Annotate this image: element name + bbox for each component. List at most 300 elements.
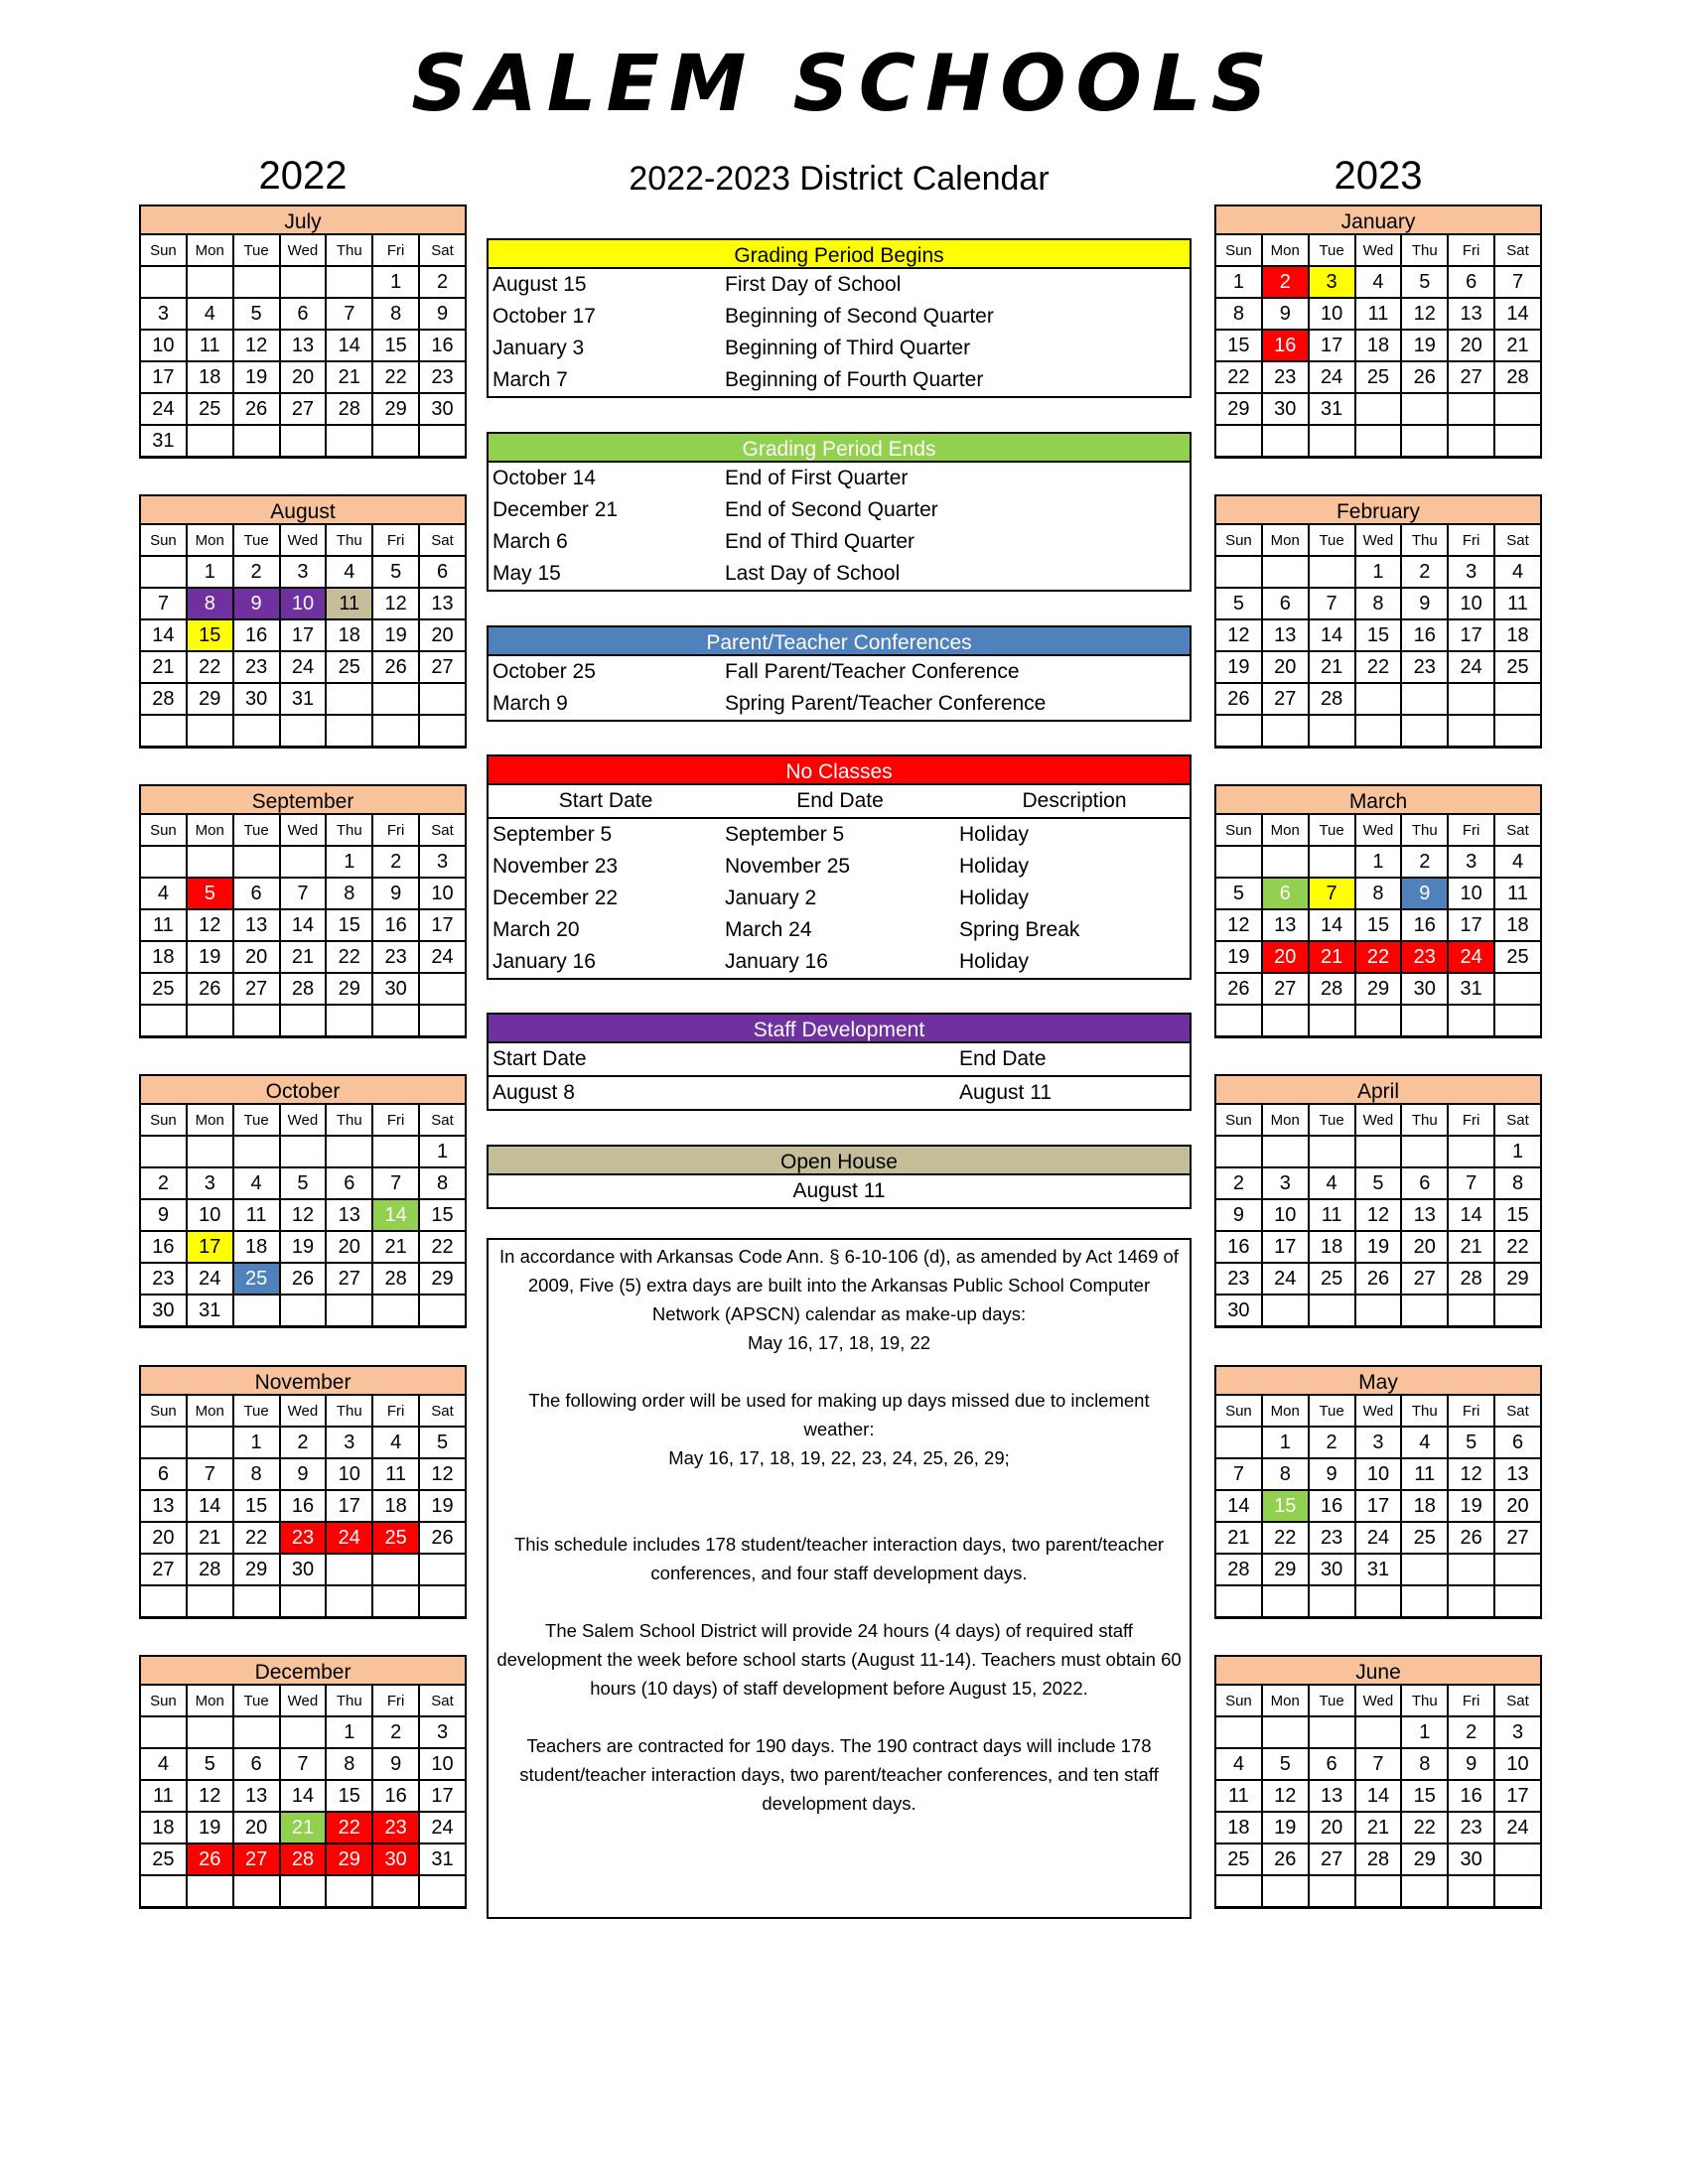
weekday-label: Tue <box>233 525 280 556</box>
month-name: August <box>139 494 467 525</box>
weekday-label: Mon <box>187 525 233 556</box>
notes-box <box>487 1238 1192 1919</box>
week-row <box>140 425 466 458</box>
week-row <box>140 1748 466 1780</box>
day-cell: 10 <box>1494 1748 1541 1780</box>
day-cell: 12 <box>1355 1199 1402 1231</box>
day-cell <box>1401 393 1448 425</box>
makeup-days-list: May 16, 17, 18, 19, 22 <box>747 1332 931 1353</box>
weekday-header-row <box>1215 815 1541 846</box>
day-cell: 23 <box>280 1522 327 1554</box>
day-cell: 22 <box>1262 1522 1309 1554</box>
day-cell: 1 <box>1401 1716 1448 1748</box>
weekday-label: Fri <box>372 1105 419 1136</box>
conferences-list <box>487 656 1192 722</box>
day-cell <box>1215 1585 1262 1618</box>
day-cell <box>326 715 372 748</box>
day-cell: 31 <box>1448 973 1494 1005</box>
day-cell: 11 <box>1494 588 1541 619</box>
month-grid <box>139 1105 467 1328</box>
day-cell: 31 <box>1309 393 1355 425</box>
day-cell: 6 <box>326 1167 372 1199</box>
week-row <box>1215 1490 1541 1522</box>
day-cell: 7 <box>1215 1458 1262 1490</box>
grading-begin-date: March 7 <box>492 368 568 391</box>
day-cell <box>140 846 187 878</box>
month-june <box>1214 1655 1542 1909</box>
week-row <box>140 588 466 619</box>
week-row <box>140 973 466 1005</box>
year-2023-label: 2023 <box>1334 154 1423 198</box>
weekday-label: Tue <box>233 1105 280 1136</box>
day-cell: 6 <box>1262 588 1309 619</box>
day-cell <box>280 1136 327 1167</box>
month-january <box>1214 205 1542 459</box>
day-cell <box>1355 1875 1402 1908</box>
month-name: June <box>1214 1655 1542 1686</box>
day-cell: 22 <box>1355 941 1402 973</box>
day-cell <box>1215 1427 1262 1458</box>
day-cell: 19 <box>187 1812 233 1843</box>
conference-date: October 25 <box>492 660 596 683</box>
list-item <box>489 494 1190 526</box>
contract-days-note: Teachers are contracted for 190 days. The 190 contract days will include 178 student/teacher interaction days, two parent/teacher conferences, and ten staff development days. <box>519 1735 1159 1814</box>
day-cell: 3 <box>1355 1427 1402 1458</box>
day-cell: 18 <box>372 1490 419 1522</box>
weekday-label: Sat <box>419 1396 466 1427</box>
day-cell <box>1262 1005 1309 1037</box>
makeup-days-text: In accordance with Arkansas Code Ann. § 6-10-106 (d), as amended by Act 1469 of 2009, Five (5) extra days are built into the Arkansas Public School Computer Network (APSCN) calendar as make-up days: <box>499 1246 1179 1324</box>
week-row <box>140 1843 466 1875</box>
list-item <box>489 301 1190 333</box>
day-cell: 17 <box>1448 619 1494 651</box>
day-cell: 15 <box>233 1490 280 1522</box>
day-cell: 17 <box>419 909 466 941</box>
conferences-header: Parent/Teacher Conferences <box>487 625 1192 656</box>
day-cell: 28 <box>1355 1843 1402 1875</box>
grading-end-desc: Last Day of School <box>725 562 901 585</box>
day-cell: 9 <box>140 1199 187 1231</box>
open-house-header: Open House <box>487 1145 1192 1175</box>
list-item <box>489 333 1190 364</box>
day-cell: 8 <box>233 1458 280 1490</box>
day-cell: 12 <box>1215 909 1262 941</box>
day-cell: 24 <box>419 941 466 973</box>
month-grid <box>1214 815 1542 1038</box>
weekday-label: Sat <box>1494 1396 1541 1427</box>
day-cell <box>326 1554 372 1585</box>
day-cell: 8 <box>1215 298 1262 330</box>
day-cell: 15 <box>372 330 419 361</box>
day-cell: 6 <box>280 298 327 330</box>
day-cell <box>1494 1585 1541 1618</box>
day-cell <box>1309 846 1355 878</box>
day-cell: 24 <box>140 393 187 425</box>
no-class-start: March 20 <box>492 918 580 941</box>
weekday-label: Tue <box>233 815 280 846</box>
day-cell: 10 <box>1355 1458 1402 1490</box>
day-cell <box>1494 393 1541 425</box>
day-cell: 26 <box>372 651 419 683</box>
day-cell <box>1401 1585 1448 1618</box>
day-cell <box>1401 1554 1448 1585</box>
day-cell: 22 <box>326 1812 372 1843</box>
day-cell <box>419 425 466 458</box>
day-cell: 10 <box>280 588 327 619</box>
week-row <box>140 1554 466 1585</box>
day-cell: 29 <box>233 1554 280 1585</box>
day-cell: 14 <box>1309 619 1355 651</box>
day-cell: 21 <box>1448 1231 1494 1263</box>
day-cell: 5 <box>1448 1427 1494 1458</box>
weekday-label: Mon <box>1262 1686 1309 1716</box>
day-cell: 12 <box>1448 1458 1494 1490</box>
weekday-header-row <box>140 235 466 266</box>
day-cell: 13 <box>1262 909 1309 941</box>
day-cell: 12 <box>187 1780 233 1812</box>
open-house-section <box>487 1145 1192 1209</box>
table-row <box>489 819 1190 851</box>
day-cell <box>233 1005 280 1037</box>
day-cell: 11 <box>1355 298 1402 330</box>
table-row <box>489 851 1190 883</box>
grading-begin-date: January 3 <box>492 337 585 359</box>
day-cell: 18 <box>1355 330 1402 361</box>
day-cell: 25 <box>233 1263 280 1295</box>
day-cell <box>187 425 233 458</box>
conference-date: March 9 <box>492 692 568 715</box>
day-cell: 19 <box>1448 1490 1494 1522</box>
week-row <box>1215 1427 1541 1458</box>
day-cell: 8 <box>1401 1748 1448 1780</box>
day-cell <box>1215 425 1262 458</box>
weekday-label: Thu <box>326 525 372 556</box>
day-cell: 18 <box>187 361 233 393</box>
day-cell: 2 <box>1448 1716 1494 1748</box>
day-cell: 28 <box>326 393 372 425</box>
column-header-description: Description <box>1022 789 1127 812</box>
day-cell: 7 <box>1355 1748 1402 1780</box>
day-cell <box>1262 425 1309 458</box>
weekday-label: Wed <box>280 235 327 266</box>
weekday-label: Fri <box>372 815 419 846</box>
day-cell: 16 <box>280 1490 327 1522</box>
month-november <box>139 1365 467 1619</box>
weekday-header-row <box>140 1105 466 1136</box>
day-cell: 6 <box>1448 266 1494 298</box>
day-cell: 15 <box>1401 1780 1448 1812</box>
day-cell <box>372 715 419 748</box>
day-cell: 2 <box>1215 1167 1262 1199</box>
staff-dev-end: August 11 <box>959 1081 1053 1104</box>
staff-development-note: The Salem School District will provide 24 hours (4 days) of required staff development the week before school starts (August 11-14). Teachers must obtain 60 hours (10 days) of staff development before August 15, 2022. <box>496 1620 1182 1699</box>
day-cell: 2 <box>1309 1427 1355 1458</box>
day-cell: 8 <box>1262 1458 1309 1490</box>
grading-begins-section <box>487 238 1192 398</box>
day-cell: 30 <box>372 973 419 1005</box>
day-cell: 16 <box>1309 1490 1355 1522</box>
week-row <box>1215 1748 1541 1780</box>
day-cell: 12 <box>233 330 280 361</box>
day-cell: 26 <box>233 393 280 425</box>
day-cell: 25 <box>1355 361 1402 393</box>
day-cell <box>1262 1295 1309 1327</box>
day-cell: 5 <box>280 1167 327 1199</box>
day-cell <box>419 1295 466 1327</box>
day-cell: 15 <box>1215 330 1262 361</box>
week-row <box>140 1295 466 1327</box>
week-row <box>140 266 466 298</box>
grading-end-date: May 15 <box>492 562 561 585</box>
day-cell: 7 <box>1494 266 1541 298</box>
no-classes-column-headers <box>489 785 1190 819</box>
day-cell: 11 <box>140 909 187 941</box>
weekday-label: Thu <box>1401 1686 1448 1716</box>
day-cell: 19 <box>187 941 233 973</box>
weekday-label: Fri <box>1448 1396 1494 1427</box>
day-cell <box>1448 425 1494 458</box>
month-august <box>139 494 467 749</box>
day-cell <box>419 1005 466 1037</box>
page-title: 2022-2023 District Calendar <box>629 160 1050 198</box>
weekday-label: Wed <box>1355 235 1402 266</box>
day-cell: 14 <box>1494 298 1541 330</box>
table-row <box>489 883 1190 914</box>
day-cell: 18 <box>140 941 187 973</box>
month-name: December <box>139 1655 467 1686</box>
day-cell: 14 <box>326 330 372 361</box>
day-cell: 9 <box>1448 1748 1494 1780</box>
day-cell <box>1448 715 1494 748</box>
month-july <box>139 205 467 459</box>
day-cell: 28 <box>1309 683 1355 715</box>
day-cell <box>1494 425 1541 458</box>
day-cell: 10 <box>419 1748 466 1780</box>
day-cell: 8 <box>326 878 372 909</box>
day-cell: 23 <box>419 361 466 393</box>
day-cell <box>1448 1005 1494 1037</box>
day-cell: 7 <box>326 298 372 330</box>
weekday-label: Thu <box>326 1105 372 1136</box>
weekday-label: Mon <box>1262 1396 1309 1427</box>
day-cell <box>233 846 280 878</box>
week-row <box>140 1716 466 1748</box>
day-cell: 29 <box>1262 1554 1309 1585</box>
day-cell: 21 <box>1355 1812 1402 1843</box>
day-cell <box>326 1585 372 1618</box>
day-cell: 25 <box>140 1843 187 1875</box>
day-cell: 1 <box>1355 556 1402 588</box>
list-item <box>489 364 1190 396</box>
weekday-label: Thu <box>1401 525 1448 556</box>
day-cell: 18 <box>1494 619 1541 651</box>
day-cell: 17 <box>1494 1780 1541 1812</box>
day-cell: 6 <box>419 556 466 588</box>
week-row <box>1215 909 1541 941</box>
day-cell: 19 <box>372 619 419 651</box>
week-row <box>1215 973 1541 1005</box>
no-class-desc: Holiday <box>959 823 1030 846</box>
day-cell: 19 <box>419 1490 466 1522</box>
day-cell <box>326 1005 372 1037</box>
day-cell: 13 <box>1494 1458 1541 1490</box>
day-cell <box>280 1005 327 1037</box>
day-cell: 3 <box>1309 266 1355 298</box>
day-cell <box>1262 1716 1309 1748</box>
weekday-header-row <box>140 1686 466 1716</box>
day-cell <box>419 973 466 1005</box>
day-cell: 1 <box>1494 1136 1541 1167</box>
grading-begin-desc: Beginning of Third Quarter <box>725 337 971 359</box>
week-row <box>1215 1295 1541 1327</box>
day-cell: 10 <box>1448 878 1494 909</box>
week-row <box>1215 1585 1541 1618</box>
day-cell: 13 <box>233 1780 280 1812</box>
day-cell: 18 <box>233 1231 280 1263</box>
day-cell <box>1262 715 1309 748</box>
day-cell: 22 <box>1401 1812 1448 1843</box>
day-cell: 18 <box>1494 909 1541 941</box>
no-classes-header: No Classes <box>487 754 1192 785</box>
day-cell <box>1401 683 1448 715</box>
weekday-label: Sat <box>419 235 466 266</box>
week-row <box>1215 1780 1541 1812</box>
day-cell: 10 <box>419 878 466 909</box>
weekday-label: Fri <box>1448 1105 1494 1136</box>
month-name: September <box>139 784 467 815</box>
month-grid <box>139 815 467 1038</box>
month-september <box>139 784 467 1038</box>
list-item <box>489 688 1190 720</box>
day-cell <box>1215 1005 1262 1037</box>
day-cell <box>419 715 466 748</box>
day-cell: 11 <box>140 1780 187 1812</box>
no-class-start: September 5 <box>492 823 613 846</box>
day-cell: 24 <box>1494 1812 1541 1843</box>
day-cell: 27 <box>1309 1843 1355 1875</box>
weekday-label: Thu <box>326 1396 372 1427</box>
day-cell: 5 <box>1262 1748 1309 1780</box>
day-cell: 21 <box>140 651 187 683</box>
day-cell: 19 <box>1401 330 1448 361</box>
day-cell: 3 <box>187 1167 233 1199</box>
day-cell: 2 <box>140 1167 187 1199</box>
week-row <box>1215 298 1541 330</box>
staff-development-column-headers <box>489 1043 1190 1077</box>
list-item <box>489 269 1190 301</box>
month-name: February <box>1214 494 1542 525</box>
weekday-label: Thu <box>326 815 372 846</box>
day-cell: 13 <box>1262 619 1309 651</box>
list-item <box>489 463 1190 494</box>
day-cell: 2 <box>372 1716 419 1748</box>
day-cell: 4 <box>140 878 187 909</box>
day-cell <box>280 715 327 748</box>
day-cell: 21 <box>187 1522 233 1554</box>
day-cell <box>1309 1875 1355 1908</box>
week-row <box>1215 941 1541 973</box>
day-cell: 28 <box>1309 973 1355 1005</box>
week-row <box>140 1585 466 1618</box>
week-row <box>140 1167 466 1199</box>
week-row <box>1215 1263 1541 1295</box>
day-cell: 11 <box>1309 1199 1355 1231</box>
month-grid <box>139 235 467 459</box>
day-cell <box>1494 1843 1541 1875</box>
week-row <box>140 556 466 588</box>
day-cell <box>140 266 187 298</box>
weekday-label: Mon <box>187 1105 233 1136</box>
day-cell: 12 <box>280 1199 327 1231</box>
day-cell: 5 <box>187 878 233 909</box>
day-cell: 11 <box>372 1458 419 1490</box>
day-cell: 26 <box>187 1843 233 1875</box>
weekday-label: Sat <box>1494 525 1541 556</box>
day-cell <box>280 846 327 878</box>
district-logo: SALEM SCHOOLS <box>411 40 1277 129</box>
day-cell <box>280 1585 327 1618</box>
day-cell: 20 <box>1309 1812 1355 1843</box>
day-cell: 8 <box>419 1167 466 1199</box>
weekday-label: Sun <box>140 235 187 266</box>
day-cell: 27 <box>140 1554 187 1585</box>
day-cell: 18 <box>1215 1812 1262 1843</box>
day-cell: 7 <box>187 1458 233 1490</box>
day-cell: 15 <box>419 1199 466 1231</box>
week-row <box>140 909 466 941</box>
week-row <box>140 878 466 909</box>
day-cell: 3 <box>326 1427 372 1458</box>
day-cell: 31 <box>140 425 187 458</box>
day-cell: 12 <box>1215 619 1262 651</box>
day-cell: 31 <box>1355 1554 1402 1585</box>
day-cell: 25 <box>1494 651 1541 683</box>
day-cell: 22 <box>187 651 233 683</box>
week-row <box>1215 556 1541 588</box>
weekday-label: Wed <box>1355 1396 1402 1427</box>
day-cell: 20 <box>233 1812 280 1843</box>
notes-paragraph <box>492 1386 1186 1472</box>
week-row <box>1215 683 1541 715</box>
week-row <box>140 846 466 878</box>
list-item <box>489 558 1190 590</box>
grading-end-date: October 14 <box>492 467 596 489</box>
week-row <box>140 361 466 393</box>
weekday-header-row <box>140 1396 466 1427</box>
month-name: July <box>139 205 467 235</box>
day-cell: 16 <box>233 619 280 651</box>
day-cell: 23 <box>1262 361 1309 393</box>
day-cell: 16 <box>1448 1780 1494 1812</box>
weekday-label: Fri <box>372 1686 419 1716</box>
weekday-label: Fri <box>1448 815 1494 846</box>
day-cell <box>1262 1136 1309 1167</box>
weekday-header-row <box>140 815 466 846</box>
month-name: January <box>1214 205 1542 235</box>
day-cell: 1 <box>419 1136 466 1167</box>
day-cell <box>187 1716 233 1748</box>
day-cell: 10 <box>1262 1199 1309 1231</box>
weekday-label: Thu <box>326 1686 372 1716</box>
weekday-label: Tue <box>1309 1686 1355 1716</box>
day-cell: 11 <box>1494 878 1541 909</box>
table-row <box>489 946 1190 978</box>
day-cell: 19 <box>1262 1812 1309 1843</box>
day-cell: 21 <box>1215 1522 1262 1554</box>
interaction-days-note: This schedule includes 178 student/teacher interaction days, two parent/teacher conferences, and four staff development days. <box>513 1534 1165 1583</box>
day-cell: 10 <box>1309 298 1355 330</box>
day-cell <box>233 1585 280 1618</box>
